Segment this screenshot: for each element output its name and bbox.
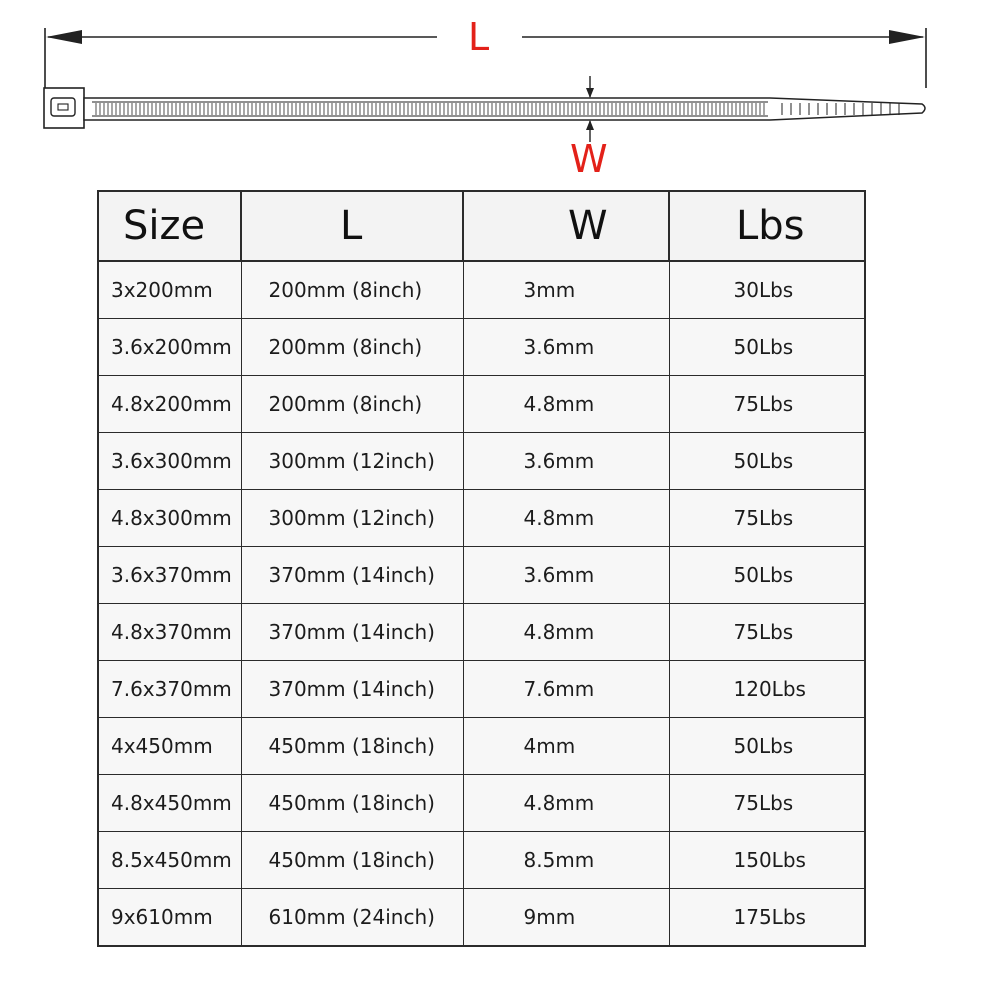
cell-width: 9mm	[463, 889, 669, 947]
table-row	[98, 775, 865, 832]
cell-width: 8.5mm	[463, 832, 669, 889]
cell-width: 3.6mm	[463, 433, 669, 490]
table-row	[98, 490, 865, 547]
header-length: L	[241, 191, 463, 261]
header-lbs: Lbs	[669, 191, 865, 261]
cell-lbs: 75Lbs	[669, 490, 865, 547]
table-row	[98, 832, 865, 889]
cell-lbs: 75Lbs	[669, 604, 865, 661]
cable-tie-strap	[84, 98, 925, 120]
cell-size: 3.6x200mm	[98, 319, 241, 376]
cell-lbs: 120Lbs	[669, 661, 865, 718]
cell-length: 370mm (14inch)	[241, 661, 463, 718]
cell-lbs: 50Lbs	[669, 718, 865, 775]
cell-length: 200mm (8inch)	[241, 376, 463, 433]
cell-width: 7.6mm	[463, 661, 669, 718]
size-spec-table	[97, 190, 866, 947]
cell-size: 7.6x370mm	[98, 661, 241, 718]
arrow-up-icon	[586, 120, 594, 130]
cell-size: 9x610mm	[98, 889, 241, 947]
cell-size: 4.8x200mm	[98, 376, 241, 433]
table-row	[98, 718, 865, 775]
cell-lbs: 50Lbs	[669, 433, 865, 490]
header-width: W	[463, 191, 669, 261]
cell-lbs: 30Lbs	[669, 261, 865, 319]
cell-length: 370mm (14inch)	[241, 547, 463, 604]
cell-length: 370mm (14inch)	[241, 604, 463, 661]
cell-size: 3.6x370mm	[98, 547, 241, 604]
length-label: L	[468, 15, 490, 59]
cell-size: 4.8x370mm	[98, 604, 241, 661]
cell-lbs: 175Lbs	[669, 889, 865, 947]
cell-width: 3.6mm	[463, 547, 669, 604]
cell-size: 4.8x450mm	[98, 775, 241, 832]
cell-length: 200mm (8inch)	[241, 261, 463, 319]
cell-lbs: 75Lbs	[669, 775, 865, 832]
cell-width: 3mm	[463, 261, 669, 319]
cell-width: 4.8mm	[463, 604, 669, 661]
table-row	[98, 319, 865, 376]
table-row	[98, 261, 865, 319]
cell-size: 3.6x300mm	[98, 433, 241, 490]
table-row	[98, 547, 865, 604]
table-row	[98, 376, 865, 433]
table-row	[98, 604, 865, 661]
cell-length: 610mm (24inch)	[241, 889, 463, 947]
width-label: W	[570, 137, 608, 181]
cell-width: 4mm	[463, 718, 669, 775]
cell-size: 4.8x300mm	[98, 490, 241, 547]
table-row	[98, 889, 865, 947]
cell-width: 3.6mm	[463, 319, 669, 376]
arrow-down-icon	[586, 88, 594, 98]
cell-width: 4.8mm	[463, 376, 669, 433]
cell-size: 3x200mm	[98, 261, 241, 319]
cell-lbs: 75Lbs	[669, 376, 865, 433]
cell-length: 300mm (12inch)	[241, 433, 463, 490]
cell-width: 4.8mm	[463, 775, 669, 832]
cell-length: 450mm (18inch)	[241, 832, 463, 889]
arrow-left-icon	[46, 30, 82, 44]
header-size: Size	[98, 191, 241, 261]
cell-lbs: 150Lbs	[669, 832, 865, 889]
cell-length: 200mm (8inch)	[241, 319, 463, 376]
cable-tie-diagram	[0, 0, 1000, 185]
cell-length: 450mm (18inch)	[241, 775, 463, 832]
cell-width: 4.8mm	[463, 490, 669, 547]
cell-size: 8.5x450mm	[98, 832, 241, 889]
table-row	[98, 661, 865, 718]
cell-length: 300mm (12inch)	[241, 490, 463, 547]
cell-size: 4x450mm	[98, 718, 241, 775]
table-header-row	[98, 191, 865, 261]
cell-lbs: 50Lbs	[669, 319, 865, 376]
table-row	[98, 433, 865, 490]
arrow-right-icon	[889, 30, 925, 44]
cell-length: 450mm (18inch)	[241, 718, 463, 775]
cell-lbs: 50Lbs	[669, 547, 865, 604]
cable-tie-icon	[44, 88, 925, 128]
